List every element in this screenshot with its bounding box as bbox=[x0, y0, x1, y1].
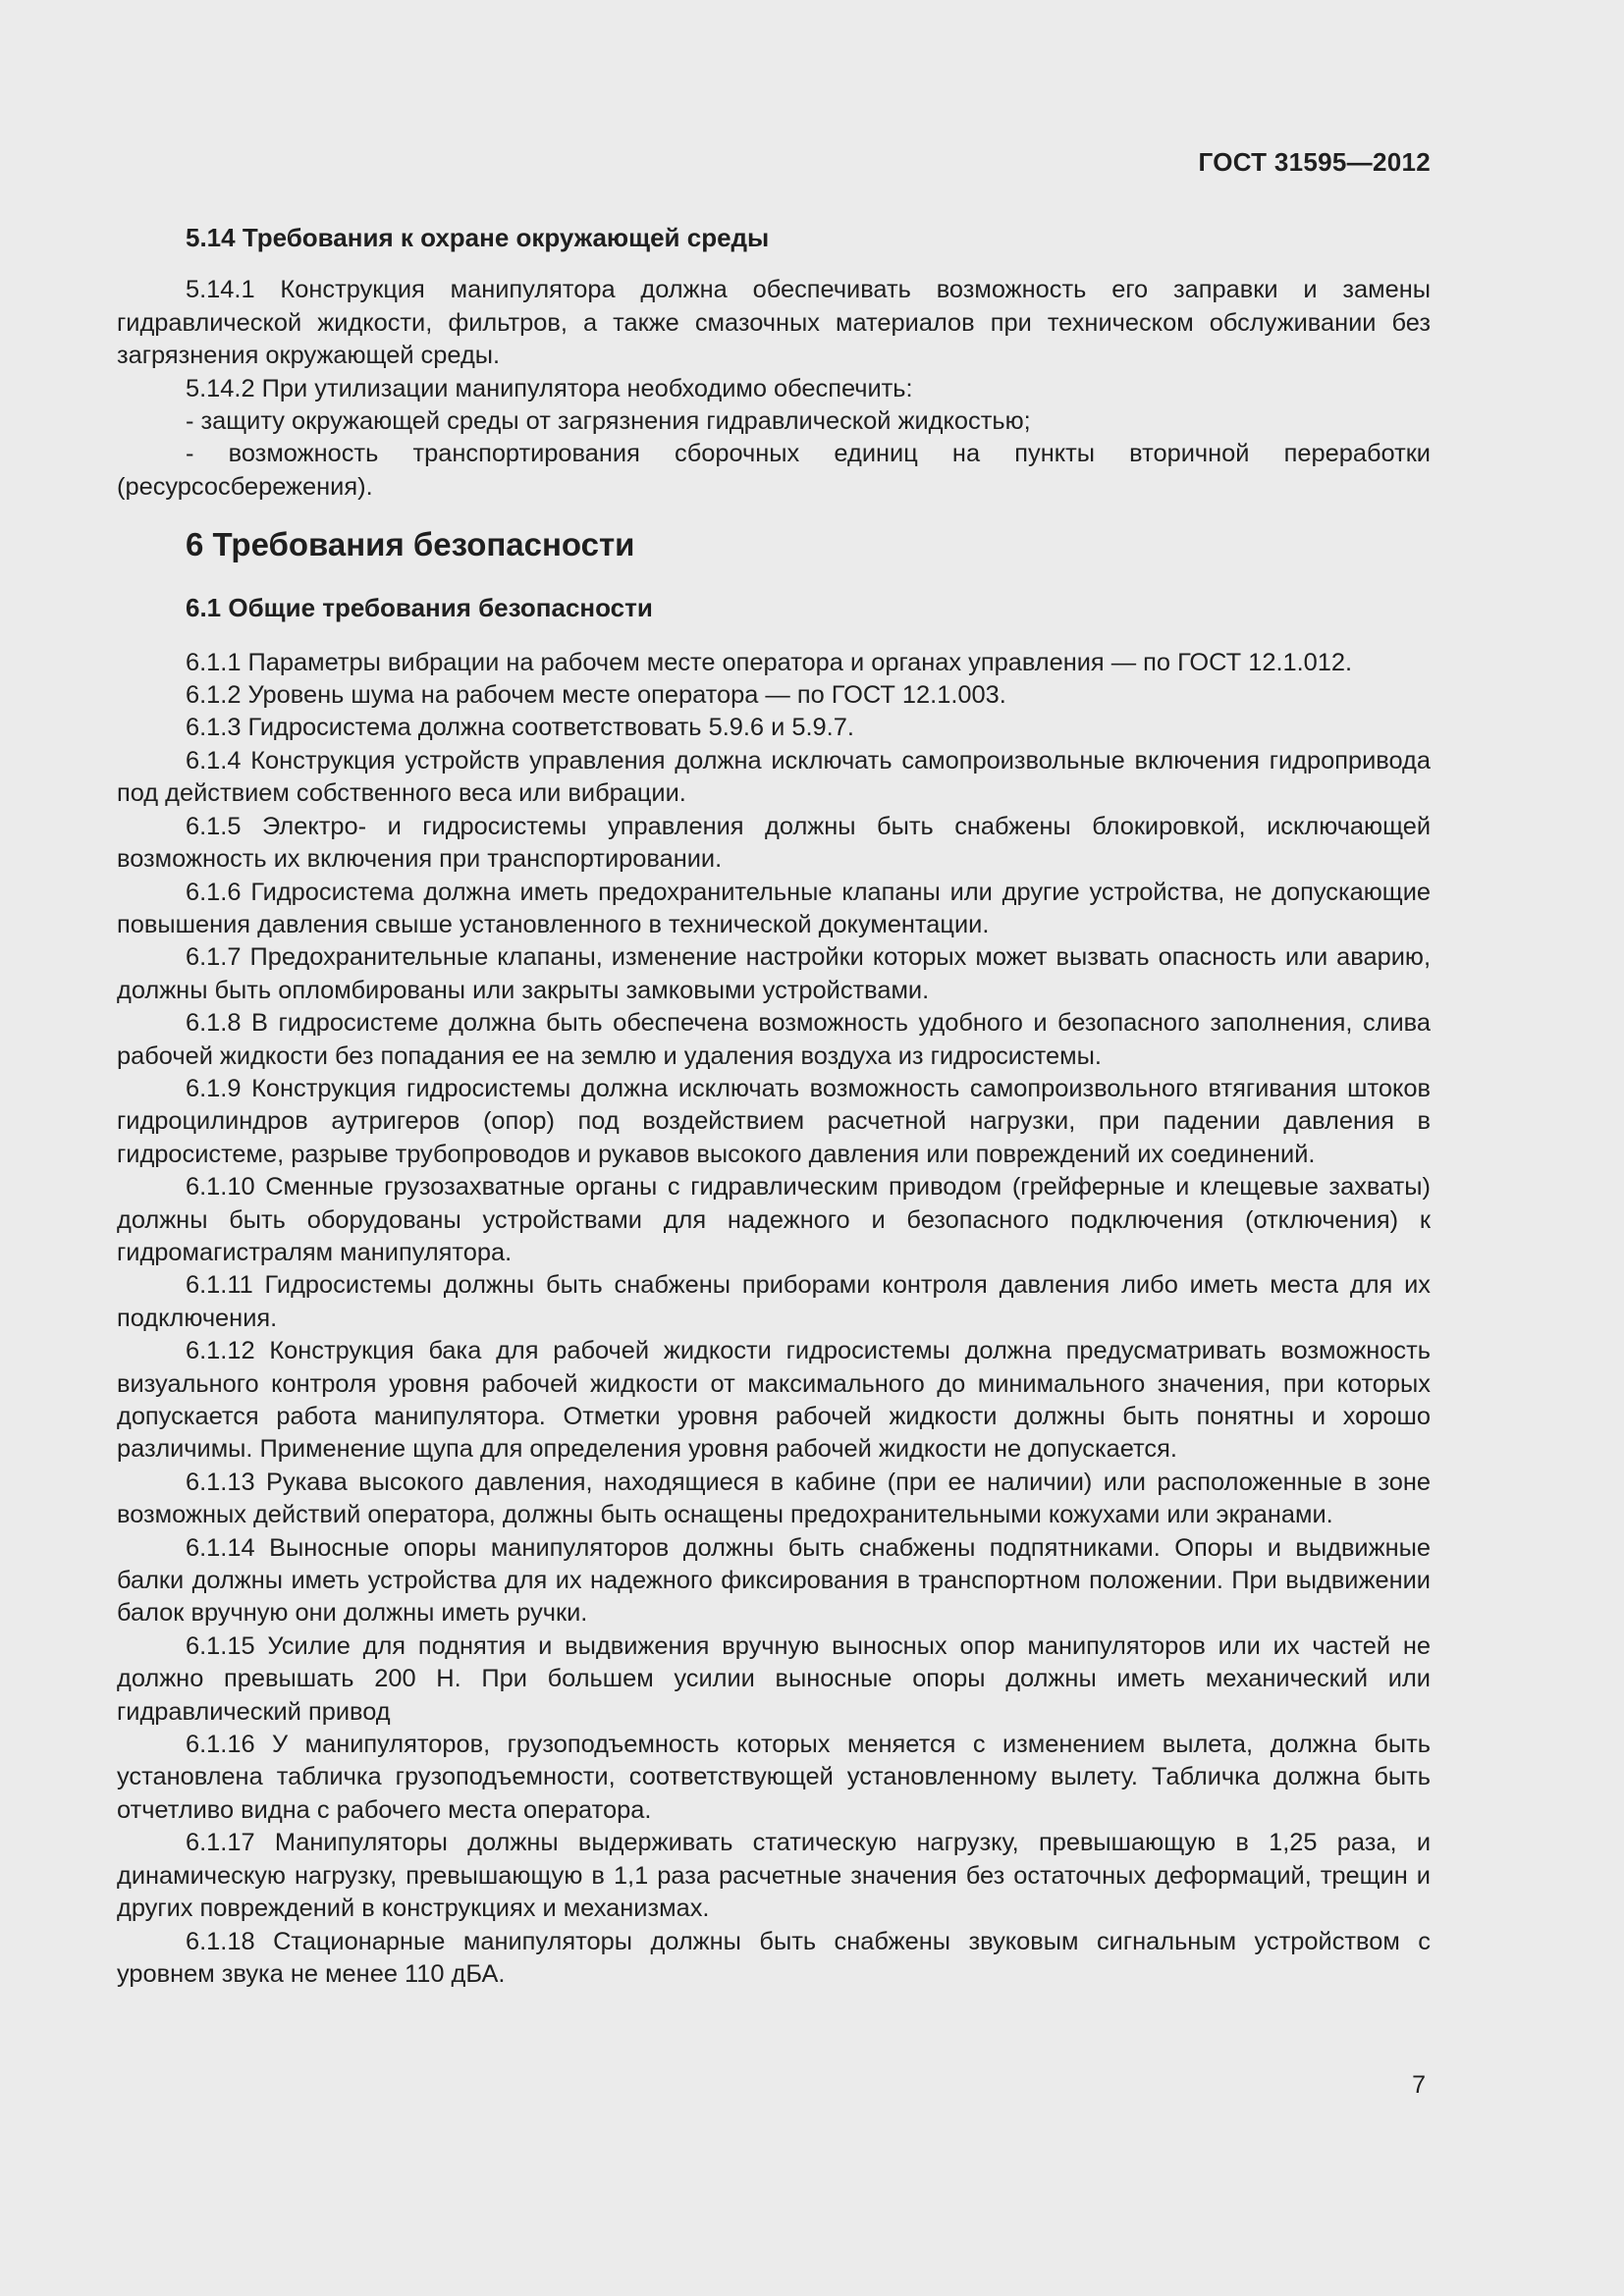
paragraph: 6.1.3 Гидросистема должна соответствовать 5.9.6 и 5.9.7. bbox=[186, 714, 854, 742]
section-5-14-title: 5.14 Требования к охране окружающей среды bbox=[186, 223, 770, 252]
section-6-title: 6 Требования безопасности bbox=[186, 526, 635, 563]
paragraph: 6.1.15 Усилие для поднятия и выдвижения вручную выносных опор манипуляторов или их частей не должно превышать 200 Н. При большем усилии выносные опоры должны иметь механический или гидравлический привод bbox=[117, 1631, 1431, 1726]
paragraph: 6.1.16 У манипуляторов, грузоподъемность которых меняется с изменением вылета, должна быть установлена табличка грузоподъемности, соответствующей установленному вылету. Табличка должна быть отчетливо видна с рабочего места оператора. bbox=[117, 1731, 1431, 1824]
paragraph: 6.1.17 Манипуляторы должны выдерживать статическую нагрузку, превышающую в 1,25 раза, и динамическую нагрузку, превышающую в 1,1 раза расчетные значения без остаточных деформаций, трещин и других повреждений в конструкциях и механизмах. bbox=[117, 1829, 1431, 1923]
paragraph: 6.1.1 Параметры вибрации на рабочем месте оператора и органах управления — по ГОСТ 12.1.012. bbox=[186, 648, 1353, 676]
paragraph: 6.1.9 Конструкция гидросистемы должна исключать возможность самопроизвольного втягивания штоков гидроцилиндров аутригеров (опор) под воздействием расчетной нагрузки, при падении давления в гидросистеме, разрыве трубопроводов и рукавов высокого давления или повреждений их соединений. bbox=[117, 1074, 1431, 1168]
subsection-6-1-title: 6.1 Общие требования безопасности bbox=[186, 593, 653, 623]
paragraph: 6.1.10 Сменные грузозахватные органы с гидравлическим приводом (грейферные и клещевые захваты) должны быть оборудованы устройствами для надежного и безопасного подключения (отключения) к гидромагистралям манипулятора. bbox=[117, 1173, 1431, 1266]
paragraph: - возможность транспортирования сборочных единиц на пункты вторичной переработки (ресурсосбережения). bbox=[117, 440, 1431, 501]
paragraph: 6.1.13 Рукава высокого давления, находящиеся в кабине (при ее наличии) или расположенные в зоне возможных действий оператора, должны быть оснащены предохранительными кожухами или экранами. bbox=[117, 1468, 1431, 1529]
paragraph: 6.1.18 Стационарные манипуляторы должны быть снабжены звуковым сигнальным устройством с уровнем звука не менее 110 дБА. bbox=[117, 1927, 1431, 1988]
paragraph: 6.1.4 Конструкция устройств управления должна исключать самопроизвольные включения гидропривода под действием собственного веса или вибрации. bbox=[117, 746, 1431, 808]
paragraph: 6.1.12 Конструкция бака для рабочей жидкости гидросистемы должна предусматривать возможность визуального контроля уровня рабочей жидкости от максимального до минимального значения, при которых допускается работа манипулятора. Отметки уровня рабочей жидкости должны быть понятны и хорошо различимы. Применение щупа для определения уровня рабочей жидкости не допускается. bbox=[117, 1337, 1431, 1464]
paragraph: 6.1.6 Гидросистема должна иметь предохранительные клапаны или другие устройства, не допускающие повышения давления свыше установленного в технической документации. bbox=[117, 878, 1431, 938]
paragraph: 5.14.2 При утилизации манипулятора необходимо обеспечить: bbox=[186, 374, 913, 402]
paragraph: 6.1.7 Предохранительные клапаны, изменение настройки которых может вызвать опасность или аварию, должны быть опломбированы или закрыты замковыми устройствами. bbox=[117, 943, 1431, 1004]
paragraph: 6.1.2 Уровень шума на рабочем месте оператора — по ГОСТ 12.1.003. bbox=[186, 681, 1006, 710]
page-number: 7 bbox=[1412, 2071, 1426, 2099]
paragraph: 6.1.11 Гидросистемы должны быть снабжены приборами контроля давления либо иметь места для их подключения. bbox=[117, 1271, 1431, 1332]
paragraph: 6.1.5 Электро- и гидросистемы управления должны быть снабжены блокировкой, исключающей возможность их включения при транспортировании. bbox=[117, 812, 1431, 874]
paragraph: 6.1.8 В гидросистеме должна быть обеспечена возможность удобного и безопасного заполнения, слива рабочей жидкости без попадания ее на землю и удаления воздуха из гидросистемы. bbox=[117, 1009, 1431, 1070]
paragraph: - защиту окружающей среды от загрязнения гидравлической жидкостью; bbox=[186, 407, 1031, 436]
paragraph: 6.1.14 Выносные опоры манипуляторов должны быть снабжены подпятниками. Опоры и выдвижные балки должны иметь устройства для их надежного фиксирования в транспортном положении. При выдвижении балок вручную они должны иметь ручки. bbox=[117, 1533, 1431, 1628]
document-body bbox=[117, 222, 1431, 1991]
document-header-id: ГОСТ 31595—2012 bbox=[1198, 147, 1431, 177]
paragraph: 5.14.1 Конструкция манипулятора должна обеспечивать возможность его заправки и замены гидравлической жидкости, фильтров, а также смазочных материалов при техническом обслуживании без загрязнения окружающей среды. bbox=[117, 276, 1431, 370]
